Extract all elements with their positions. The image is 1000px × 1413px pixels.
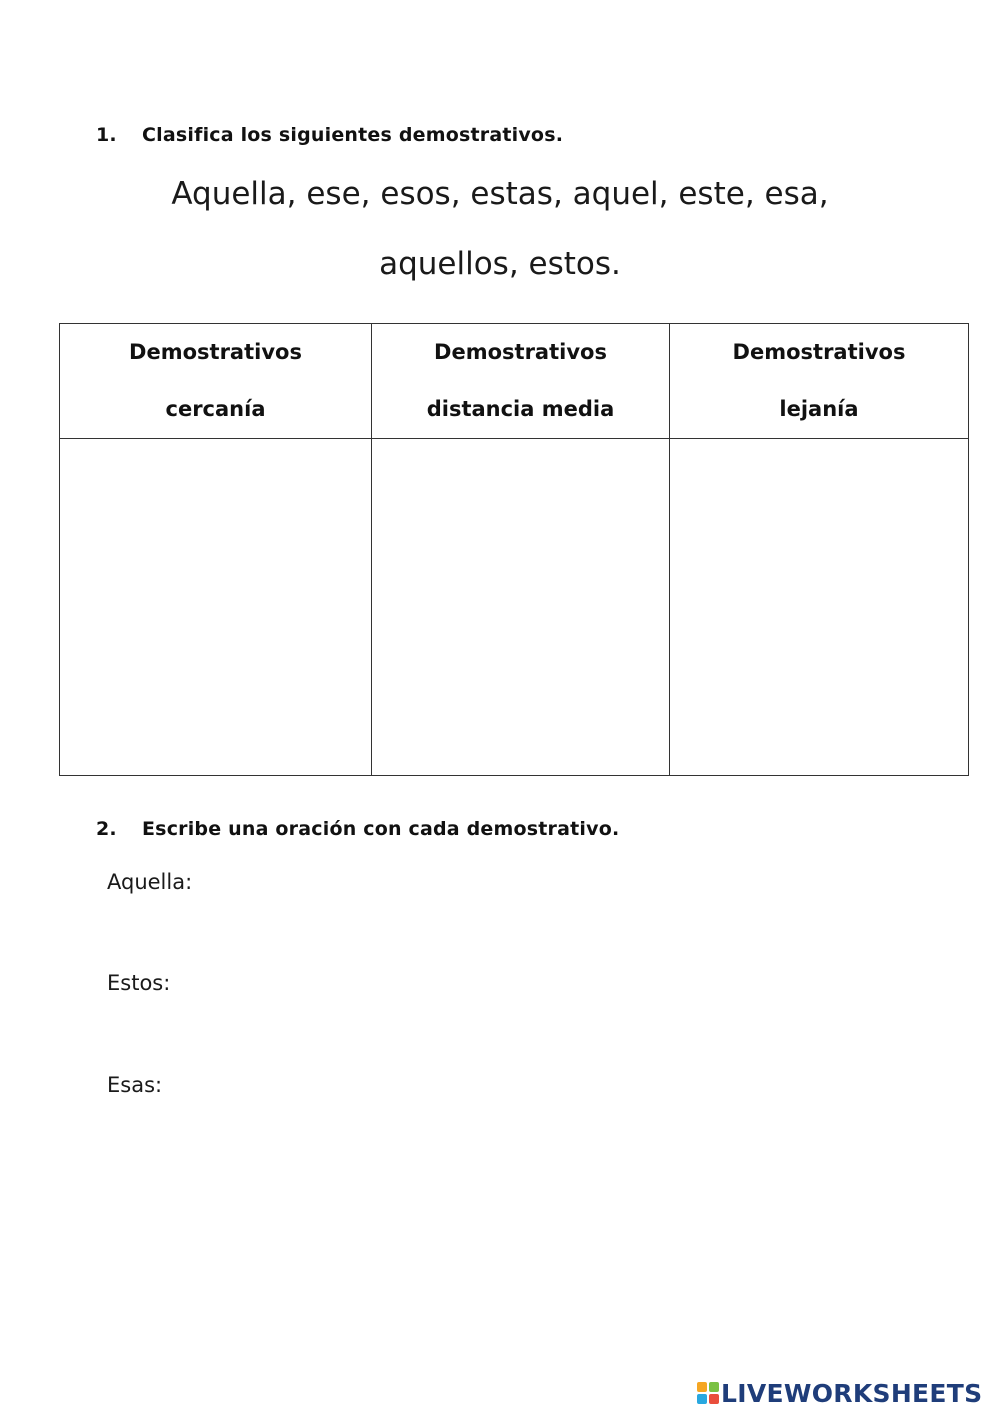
logo-square bbox=[697, 1382, 707, 1392]
question-1-title bbox=[96, 124, 563, 146]
question-1-text: Clasifica los siguientes demostrativos. bbox=[142, 124, 564, 146]
liveworksheets-logo bbox=[697, 1378, 982, 1408]
logo-squares-icon bbox=[697, 1382, 719, 1404]
header-line-1: Demostrativos bbox=[129, 340, 302, 364]
header-line-1: Demostrativos bbox=[732, 340, 906, 364]
logo-square bbox=[709, 1394, 719, 1404]
question-1-number: 1. bbox=[96, 124, 117, 146]
answer-cell-lejania[interactable] bbox=[670, 439, 969, 776]
sentence-label-esas: Esas: bbox=[107, 1073, 163, 1097]
answer-cell-cercania[interactable] bbox=[60, 439, 372, 776]
header-line-2: distancia media bbox=[426, 397, 615, 421]
header-line-2: lejanía bbox=[779, 397, 859, 421]
header-lejania bbox=[670, 324, 969, 439]
logo-wordmark: LIVEWORKSHEETS bbox=[721, 1378, 983, 1408]
word-list-line-2: aquellos, estos. bbox=[379, 246, 621, 282]
sentence-label-aquella: Aquella: bbox=[107, 870, 193, 894]
logo-square bbox=[709, 1382, 719, 1392]
table-answer-row bbox=[60, 439, 969, 776]
sentence-label-estos: Estos: bbox=[107, 971, 171, 995]
logo-square bbox=[697, 1394, 707, 1404]
header-distancia-media bbox=[372, 324, 670, 439]
header-cercania bbox=[60, 324, 372, 439]
answer-cell-distancia-media[interactable] bbox=[372, 439, 670, 776]
question-2-title bbox=[96, 818, 619, 840]
header-line-2: cercanía bbox=[165, 397, 266, 421]
question-2-number: 2. bbox=[96, 818, 117, 840]
word-list-line-1: Aquella, ese, esos, estas, aquel, este, esa, bbox=[171, 176, 829, 212]
header-line-1: Demostrativos bbox=[434, 340, 607, 364]
classification-table bbox=[59, 323, 969, 776]
table-header-row bbox=[60, 324, 969, 439]
question-2-text: Escribe una oración con cada demostrativo. bbox=[142, 818, 620, 840]
